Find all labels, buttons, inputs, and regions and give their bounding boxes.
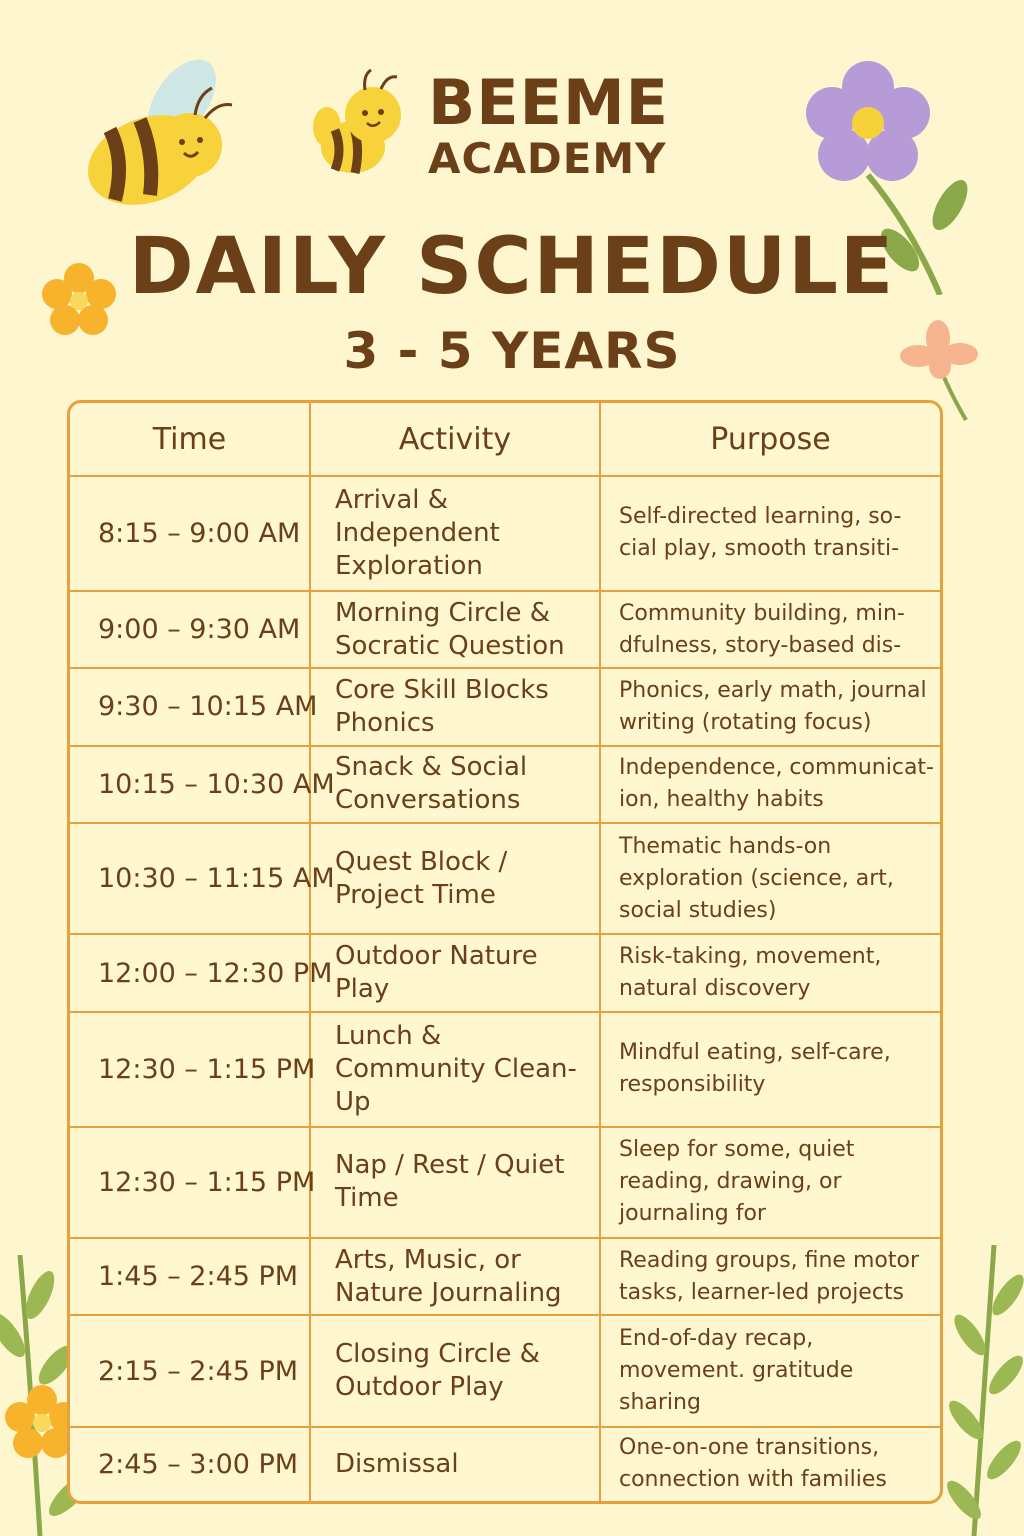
row-activity: Arrival & Independent Exploration	[310, 476, 600, 591]
row-purpose: Risk-taking, movement, natural discovery	[600, 934, 940, 1011]
row-purpose: Sleep for some, quiet reading, drawing, or journaling for	[600, 1127, 940, 1238]
page-title: DAILY SCHEDULE	[128, 222, 896, 312]
schedule-table	[67, 400, 943, 1504]
row-activity: Core Skill Blocks Phonics	[310, 668, 600, 745]
row-activity: Snack & Social Conversations	[310, 746, 600, 823]
page-subtitle: 3 - 5 YEARS	[343, 322, 681, 380]
row-purpose: Reading groups, fine motor tasks, learner-led projects	[600, 1238, 940, 1315]
row-activity: Lunch & Community Clean-Up	[310, 1012, 600, 1127]
row-purpose: End-of-day recap, movement. gratitude sharing	[600, 1315, 940, 1426]
table-row	[70, 1427, 940, 1501]
row-purpose: One-on-one transitions, connection with families	[600, 1427, 940, 1501]
row-time: 1:45 – 2:45 PM	[70, 1238, 310, 1315]
table-row	[70, 1238, 940, 1315]
row-activity: Nap / Rest / Quiet Time	[310, 1127, 600, 1238]
brand-subname: ACADEMY	[428, 134, 667, 183]
table-row	[70, 823, 940, 934]
table-row	[70, 668, 940, 745]
row-purpose: Mindful eating, self-care, responsibility	[600, 1012, 940, 1127]
brand-name: BEEME	[428, 66, 670, 139]
row-time: 12:30 – 1:15 PM	[70, 1127, 310, 1238]
table-row	[70, 1012, 940, 1127]
table-header-row	[70, 403, 940, 476]
large-bee-icon	[70, 50, 240, 210]
header-time: Time	[70, 403, 310, 476]
row-time: 12:00 – 12:30 PM	[70, 934, 310, 1011]
row-time: 9:00 – 9:30 AM	[70, 591, 310, 668]
row-activity: Dismissal	[310, 1427, 600, 1501]
row-time: 12:30 – 1:15 PM	[70, 1012, 310, 1127]
right-leaves-icon	[944, 1245, 1024, 1536]
row-activity: Closing Circle & Outdoor Play	[310, 1315, 600, 1426]
header-purpose: Purpose	[600, 403, 940, 476]
small-bee-icon	[305, 65, 405, 180]
table-row	[70, 591, 940, 668]
row-purpose: Community building, min-dfulness, story-based dis-	[600, 591, 940, 668]
row-purpose: Independence, communicat-ion, healthy habits	[600, 746, 940, 823]
row-activity: Outdoor Nature Play	[310, 934, 600, 1011]
table-row	[70, 1127, 940, 1238]
row-time: 10:15 – 10:30 AM	[70, 746, 310, 823]
row-activity: Morning Circle & Socratic Question	[310, 591, 600, 668]
row-time: 2:15 – 2:45 PM	[70, 1315, 310, 1426]
row-purpose: Self-directed learning, so-cial play, smooth transiti-	[600, 476, 940, 591]
row-purpose: Thematic hands-on exploration (science, art, social studies)	[600, 823, 940, 934]
table-row	[70, 746, 940, 823]
header-activity: Activity	[310, 403, 600, 476]
row-time: 10:30 – 11:15 AM	[70, 823, 310, 934]
row-purpose: Phonics, early math, journal writing (rotating focus)	[600, 668, 940, 745]
row-activity: Arts, Music, or Nature Journaling	[310, 1238, 600, 1315]
row-time: 8:15 – 9:00 AM	[70, 476, 310, 591]
row-time: 2:45 – 3:00 PM	[70, 1427, 310, 1501]
table-row	[70, 934, 940, 1011]
table-row	[70, 476, 940, 591]
row-time: 9:30 – 10:15 AM	[70, 668, 310, 745]
row-activity: Quest Block / Project Time	[310, 823, 600, 934]
table-row	[70, 1315, 940, 1426]
brand-logo-text	[428, 66, 670, 183]
